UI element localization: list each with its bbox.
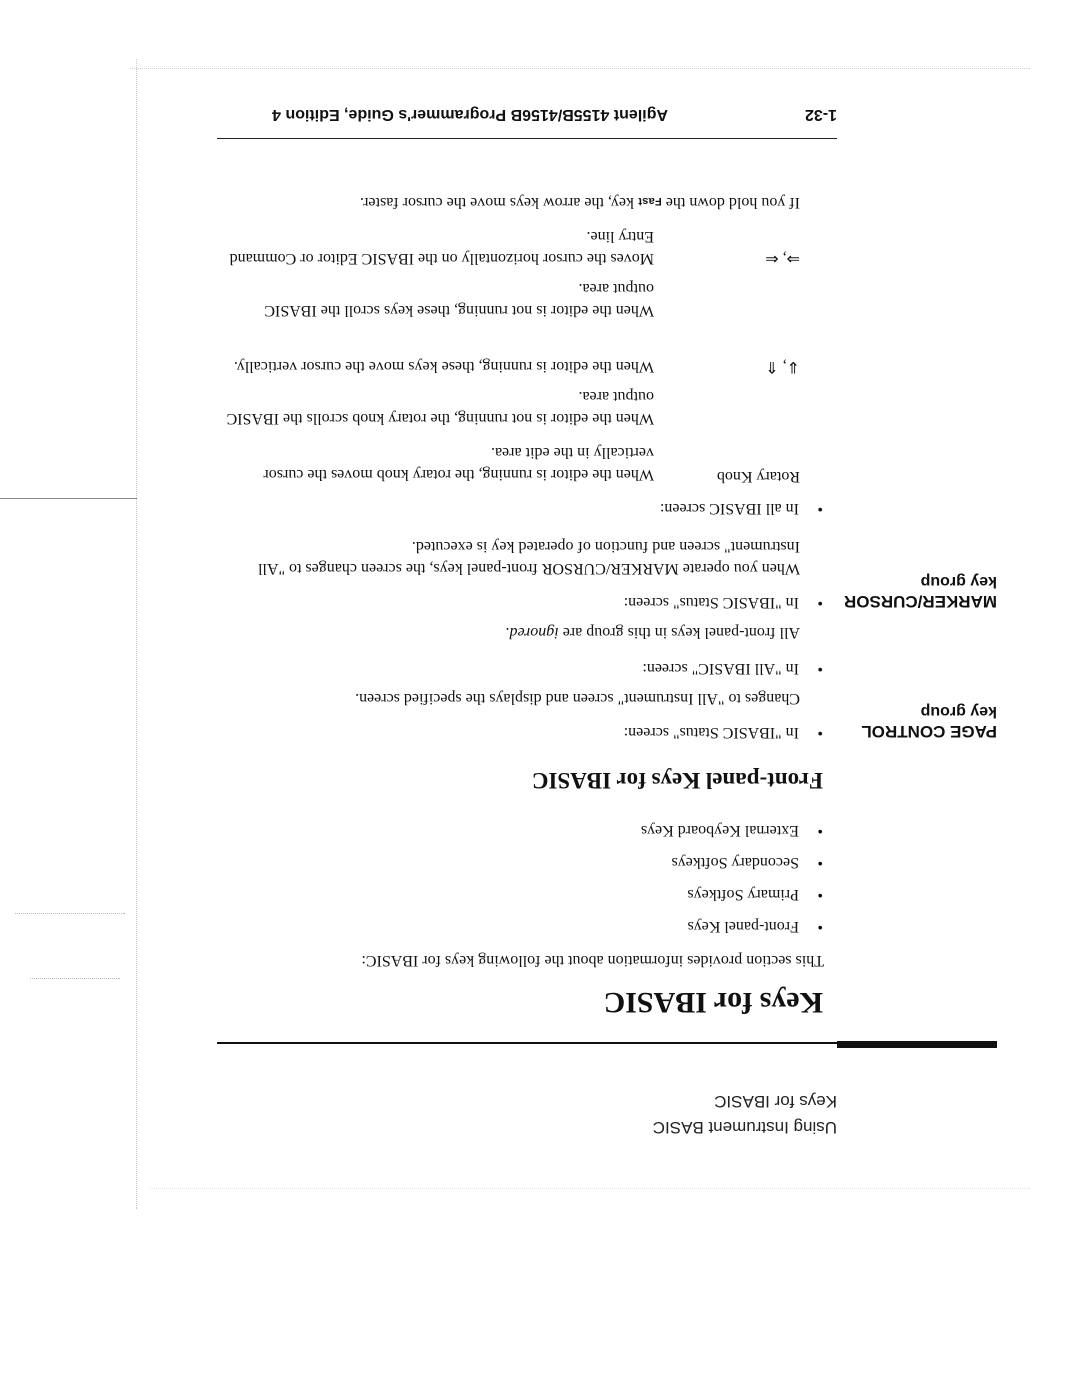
bullet-icon: • bbox=[817, 822, 823, 839]
scan-speck bbox=[30, 978, 120, 979]
marker-cursor-status-text: When you operate MARKER/CURSOR front-panel keys, the screen changes to "All Instrument" screen and function of operated key is executed. bbox=[258, 538, 800, 577]
bullet-icon: • bbox=[817, 886, 823, 903]
bullet-icon: • bbox=[817, 724, 823, 741]
footer-rule bbox=[217, 138, 837, 139]
fast-key-note: If you hold down the Fast key, the arrow keys move the cursor faster. bbox=[359, 194, 800, 211]
scan-mark bbox=[0, 498, 137, 499]
page-number: 1-32 bbox=[804, 106, 837, 123]
scan-edge bbox=[150, 1188, 1030, 1189]
page-control-all-text: All front-panel keys in this group are ignored. bbox=[505, 624, 800, 641]
page-control-heading: PAGE CONTROL key group bbox=[861, 703, 997, 741]
key-label-horizontal-arrows: ⇒, ⇐ bbox=[765, 250, 800, 267]
key-label-rotary-knob: Rotary Knob bbox=[716, 468, 800, 485]
scan-edge bbox=[136, 59, 137, 1209]
bullet-icon: • bbox=[817, 500, 823, 517]
intro-paragraph: This section provides information about the following keys for IBASIC: bbox=[361, 952, 824, 969]
key-desc-running: When the editor is running, these keys move the cursor vertically. bbox=[233, 358, 654, 375]
page-control-status-text: Changes to "All Instrument" screen and displays the specified screen. bbox=[355, 690, 800, 707]
section-rule bbox=[217, 1042, 837, 1044]
key-desc-not-running: When the editor is not running, these keys scroll the IBASIC output area. bbox=[264, 280, 654, 319]
scan-edge bbox=[130, 68, 1030, 69]
bullet-icon: • bbox=[817, 918, 823, 935]
key-desc-not-running: When the editor is not running, the rotary knob scrolls the IBASIC output area. bbox=[226, 388, 654, 427]
key-desc-running: When the editor is running, the rotary knob moves the cursor vertically in the edit area. bbox=[263, 444, 654, 483]
running-header-section: Keys for IBASIC bbox=[714, 1092, 837, 1111]
section-title: Keys for IBASIC bbox=[603, 986, 823, 1019]
footer-title: Agilent 4155B/4156B Programmer's Guide, Edition 4 bbox=[272, 106, 668, 123]
running-header-chapter: Using Instrument BASIC bbox=[652, 1118, 837, 1137]
bullet-icon: • bbox=[817, 594, 823, 611]
marker-cursor-heading: MARKER/CURSOR key group bbox=[844, 573, 997, 611]
bullet-icon: • bbox=[817, 660, 823, 677]
subsection-title: Front-panel Keys for IBASIC bbox=[531, 768, 823, 793]
fast-key-label: Fast bbox=[637, 195, 662, 207]
key-label-vertical-arrows: ⇓, ⇑ bbox=[765, 358, 800, 375]
section-bar bbox=[837, 1041, 997, 1048]
bullet-icon: • bbox=[817, 854, 823, 871]
scan-speck bbox=[15, 913, 125, 914]
document-page: Using Instrument BASIC Keys for IBASIC Keys for IBASIC This section provides information about the following keys for IBASIC: • Front-panel Keys • Primary Softkeys • Secondary Softkeys • External Keyboard Keys Front-panel Keys for IBASIC PAGE CONTROL key group • In "IBASIC Status" screen: Changes to "All Instrument" screen and displays the specified screen. • In "All IBASIC" screen: All front-panel keys in this group are ignored. MARKER/CURSOR key group • In "IBASIC Status" screen: When you operate MARKER/CURSOR front-panel keys, the screen changes to "All Instrument" screen and function of operated key is executed. • In all IBASIC screen: Rotary Knob When the editor is running, the rotary knob moves the cursor vertically in the edit area. When the editor is not running, the rotary knob scrolls the IBASIC output area. ⇓, ⇑ When the editor is running, these keys move the cursor vertically. When the editor is not running, these keys scroll the IBASIC output area. ⇒, ⇐ Moves the cursor horizontally on the IBASIC Editor or Command Entry line. If you hold down the Fast key, the arrow keys move the cursor faster. 1-32 Agilent 4155B/4156B Programmer's Guide, Edition 4 bbox=[0, 0, 1080, 1399]
key-desc-running: Moves the cursor horizontally on the IBASIC Editor or Command Entry line. bbox=[229, 228, 654, 267]
